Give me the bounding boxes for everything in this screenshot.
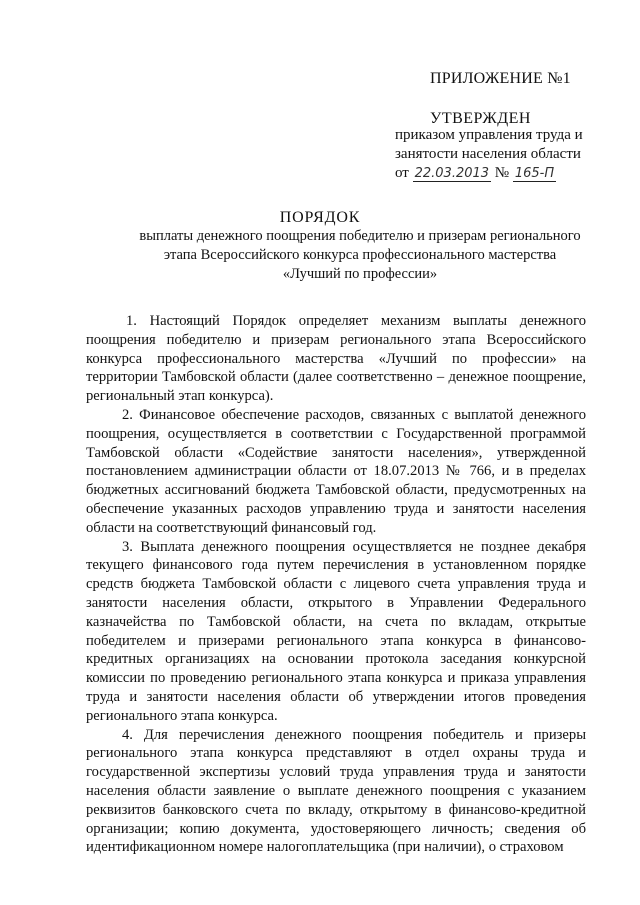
appendix-label: ПРИЛОЖЕНИЕ №1 [430,70,571,87]
subtitle-line-3: «Лучший по профессии» [282,266,438,282]
subtitle-line-2: этапа Всероссийского конкурса профессионального мастерства [163,247,557,263]
order-line-3 [395,164,556,183]
paragraph-3: 3. Выплата денежного поощрения осуществляется не позднее декабря текущего финансового года путем перечисления в установленном порядке средств бюджета Тамбовской области с лицевого счета управления труда и занятости населения области, открытого в Управлении Федерального казначейства по Тамбовской области, на счета по вкладам, открытые победителем и призерами регионального этапа конкурса в финансово-кредитных организациях на основании протокола заседания конкурсной комиссии по проведению регионального этапа конкурса и приказа управления труда и занятости населения области об утверждении итогов проведения регионального этапа конкурса. [86,538,586,724]
approved-label: УТВЕРЖДЕН [430,110,531,127]
order-date: 22.03.2013 [414,166,490,181]
order-number: 165-П [514,166,555,181]
order-line-2: занятости населения области [395,146,581,162]
order-number-label: № [494,165,510,181]
document-title: ПОРЯДОК [279,209,361,226]
order-line-1: приказом управления труда и [395,127,583,143]
document-body [86,312,586,857]
paragraph-2: 2. Финансовое обеспечение расходов, связанных с выплатой денежного поощрения, осуществляется в соответствии с Государственной программой Тамбовской области «Содействие занятости населения», утвержденной постановлением администрации области от 18.07.2013 № 766, и в пределах бюджетных ассигнований бюджета Тамбовской области, предусмотренных на обеспечение указанных расходов управлению труда и занятости населения области на соответствующий финансовый год. [86,406,586,536]
paragraph-4: 4. Для перечисления денежного поощрения победитель и призеры регионального этапа конкурса представляют в отдел охраны труда и государственной экспертизы условий труда управления труда и занятости населения области заявление о выплате денежного поощрения с указанием реквизитов банковского счета по вкладу, открытому в финансово-кредитной организации; копию документа, удостоверяющего личность; сведения об идентификационном номере налогоплательщика (при наличии), о страховом [86,726,586,856]
paragraph-1: 1. Настоящий Порядок определяет механизм выплаты денежного поощрения победителю и призерам регионального этапа Всероссийского конкурса профессионального мастерства «Лучший по профессии» на территории Тамбовской области (далее соответственно – денежное поощрение, региональный этап конкурса). [86,313,586,405]
subtitle-line-1: выплаты денежного поощрения победителю и призерам регионального [139,228,581,244]
order-from-label: от [395,165,409,181]
